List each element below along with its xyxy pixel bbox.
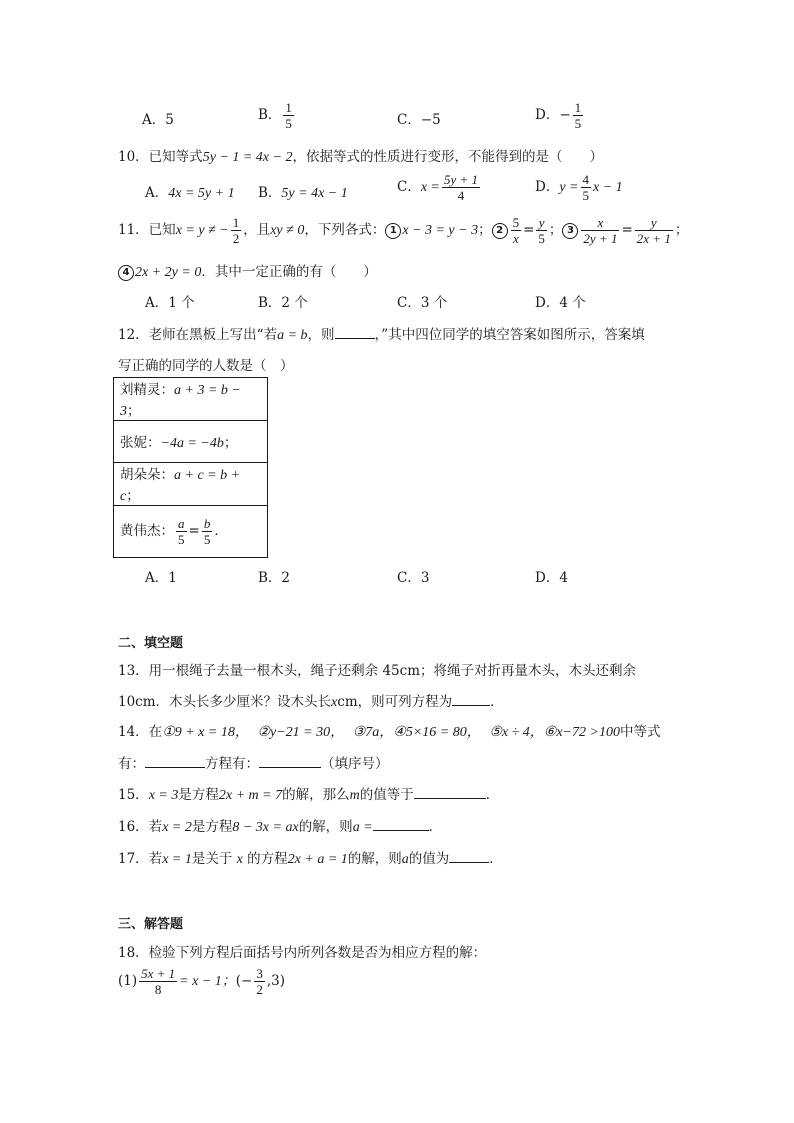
q10-option-d[interactable]: [535, 172, 623, 203]
q11-item2-num2: y: [536, 215, 547, 231]
q16: [118, 815, 442, 836]
q9-d-denominator: 5: [574, 116, 582, 131]
q10-d-lhs: y =: [559, 180, 579, 195]
q18-fraction: [139, 966, 177, 997]
q17-end: ．: [489, 851, 503, 867]
q17-t1: 是关于: [191, 851, 233, 867]
q9-d-numerator: 1: [574, 100, 582, 115]
q10-option-c[interactable]: [397, 172, 482, 203]
q17-t4: 的值为: [408, 851, 450, 867]
q18-numerator: 5x + 1: [141, 966, 176, 981]
section-3-heading: 三、解答题: [118, 917, 184, 932]
q12-row4-num2: b: [203, 516, 211, 531]
q12-row1-name: 刘精灵：: [120, 382, 174, 398]
q10-a-expr: 4x = 5y + 1: [168, 186, 235, 201]
q18-candidate-denominator: 2: [256, 982, 263, 997]
q18-candidate-numerator: 3: [256, 966, 263, 981]
q10-d-denominator: 5: [582, 188, 589, 203]
q12-line1-c: ，”其中四位同学的填空答案如图所示，答案填: [374, 327, 645, 343]
q14-item6: ⑥x−72 >100: [543, 725, 620, 740]
q14-equations-blank[interactable]: [145, 755, 205, 768]
q12-answer-cell-3: [114, 463, 268, 506]
q14-item3: ③7a，: [352, 725, 394, 740]
q12-line1-a: 12．老师在黑板上写出“若: [118, 327, 278, 343]
q14-item1: ①9 + x = 18，: [162, 725, 249, 740]
q10-option-b[interactable]: [258, 181, 348, 202]
q17-e1: x = 1: [162, 852, 192, 867]
q10-b-label: B．: [258, 185, 282, 201]
q10-c-fraction: [442, 172, 480, 203]
q12-row2-expr: −4a = −4b: [160, 436, 224, 451]
q15: [118, 783, 499, 804]
q16-e2: 8 − 3x = ax: [232, 820, 299, 835]
q18-denominator: 8: [154, 982, 162, 997]
q14-line2: [118, 752, 389, 772]
q11-mid: ，且: [243, 222, 271, 238]
q11-option-c[interactable]: C．3 个: [397, 295, 448, 311]
q15-prefix: 15．: [118, 787, 149, 803]
q9-b-numerator: 1: [285, 100, 292, 115]
q12-row2-name: 张妮：: [120, 435, 161, 451]
q10-c-denominator: 4: [457, 188, 465, 203]
q12-answer-row: [114, 378, 268, 421]
q11-option-d[interactable]: D．4 个: [535, 295, 586, 311]
q12-answer-cell-4: [114, 506, 268, 558]
q17-e3: 2x + a = 1: [287, 852, 348, 867]
q18-stem: 18．检验下列方程后面括号内所列各数是否为相应方程的解：: [118, 945, 487, 961]
q10-c-lhs: x =: [420, 180, 441, 195]
q11-item3-num2: y: [635, 215, 673, 231]
q12-option-d[interactable]: D．4: [535, 570, 568, 586]
q11-tail: ．其中一定正确的有（ ）: [201, 264, 377, 280]
q18-paren-open: (−: [235, 973, 253, 989]
q12-row1-expr: a + 3 = b − 3: [120, 383, 241, 419]
q16-prefix: 16．若: [118, 819, 163, 835]
q14-line2-c: （填序号）: [321, 756, 389, 772]
q11-item3-eq: =: [621, 222, 633, 238]
q10-equation: 5y − 1 = 4x − 2: [202, 150, 293, 165]
q18-part1: [118, 966, 285, 997]
q10-stem: [118, 145, 603, 166]
q12-line2: 写正确的同学的人数是（ ）: [118, 358, 294, 374]
q18-rest: = x − 1；: [179, 974, 236, 989]
q12-row4-end: ．: [214, 523, 228, 539]
q11-item2-fraction-left: [511, 215, 522, 246]
q12-option-c[interactable]: C．3: [397, 570, 430, 586]
q11-option-b[interactable]: B．2 个: [258, 295, 308, 311]
q12-answer-table: [113, 377, 268, 558]
q11-item3-fraction-left: [581, 215, 619, 246]
q10-b-expr: 5y = 4x − 1: [281, 186, 348, 201]
q12-row3-expr: a + c = b + c: [120, 468, 241, 504]
q15-answer-blank[interactable]: [414, 786, 486, 799]
q12-row1-end: ；: [127, 403, 141, 419]
q18-paren-close: ,3): [266, 973, 286, 989]
q17: [118, 847, 503, 868]
q17-prefix: 17．若: [118, 851, 163, 867]
q11-item2-fraction-right: [536, 215, 547, 246]
q11-item2-den1: x: [512, 231, 519, 246]
q12-row3-end: ；: [126, 488, 140, 504]
q11-item3-fraction-right: [635, 215, 673, 246]
q14-item4: ④5×16 = 80，: [393, 725, 481, 740]
q11-item3-circle-number: 3: [562, 223, 578, 239]
q12-answer-cell-2: [114, 421, 268, 463]
q9-option-a[interactable]: A．5: [142, 112, 174, 128]
q12-option-a[interactable]: A．1: [145, 570, 177, 586]
q11-sep2: ；: [548, 222, 563, 238]
q15-e3: m: [349, 788, 360, 803]
q10-c-numerator: 5y + 1: [444, 172, 479, 187]
q14-item5: ⑤x ÷ 4，: [489, 725, 544, 740]
q12-answer-cell-1: [114, 378, 268, 421]
q13-line1: 13．用一根绳子去量一根木头，绳子还剩余 45cm；将绳子对折再量木头，木头还剩余: [118, 663, 637, 679]
q9-option-d-label: D．−: [535, 107, 571, 123]
q9-option-c[interactable]: C．−5: [397, 112, 441, 128]
q11-item2-eq: =: [523, 222, 535, 238]
q14-suffix: 中等式: [619, 724, 661, 740]
q11-cond2: xy ≠ 0: [270, 223, 305, 238]
q16-e3: a =: [352, 820, 373, 835]
q17-answer-blank[interactable]: [449, 850, 489, 863]
q11-prefix: 11．已知: [118, 222, 176, 238]
q11-item3-den2: 2x + 1: [636, 231, 671, 246]
q9-option-b-fraction: [283, 100, 294, 131]
q11-line2: [118, 260, 377, 281]
q18-part1-label: (1): [118, 973, 138, 989]
q11-line1: [118, 215, 688, 246]
q14-line2-a: 有：: [118, 756, 145, 772]
q17-e4: a: [401, 852, 409, 867]
q15-t2: 的解，那么: [282, 787, 350, 803]
q15-end: ．: [485, 787, 500, 803]
q11-item4-expr: 2x + 2y = 0: [135, 265, 202, 280]
q14-prefix: 14．在: [118, 724, 163, 740]
q11-cond1-fraction: [231, 215, 242, 246]
q15-e1: x = 3: [148, 788, 179, 803]
q11-item3-den1: 2y + 1: [583, 231, 618, 246]
q14-line1: [118, 720, 660, 741]
q10-stem-prefix: 10．已知等式: [118, 149, 203, 165]
q14-eq-forms-blank[interactable]: [259, 755, 321, 768]
q13-line2: [118, 690, 504, 711]
q11-item3-num1: x: [581, 215, 619, 231]
q9-option-b[interactable]: [258, 100, 296, 131]
q10-stem-suffix: ，依据等式的性质进行变形，不能得到的是（ ）: [292, 149, 603, 165]
q12-row4-num1: a: [178, 516, 185, 531]
q11-item1-circle-number: 1: [385, 223, 401, 239]
q12-answer-row: [114, 421, 268, 463]
q11-item2-den2: 5: [538, 231, 545, 246]
q9-option-d[interactable]: [535, 100, 585, 131]
q12-option-b[interactable]: B．2: [258, 570, 291, 586]
q11-item2-circle-number: 2: [492, 223, 508, 239]
q11-mid2: ，下列各式：: [304, 222, 386, 238]
q12-answer-row: [114, 463, 268, 506]
q10-d-rest: x − 1: [593, 180, 623, 195]
q11-option-a[interactable]: A．1 个: [145, 295, 195, 311]
q13-answer-blank[interactable]: [452, 693, 490, 706]
q11-item2-num1: 5: [512, 215, 520, 230]
q13-line2-a: 10cm．木头长多少厘米？设木头长: [118, 694, 332, 710]
q13-line2-b: cm，则可列方程为: [337, 694, 453, 710]
section-2-heading: 二、填空题: [118, 636, 184, 651]
q14-item2: ②y−21 = 30，: [257, 725, 345, 740]
q12-row4-eq: =: [188, 523, 200, 539]
q10-d-label: D．: [535, 179, 560, 195]
q12-line1-b: ，则: [307, 327, 335, 343]
q17-t2: 的方程: [247, 851, 288, 867]
q9-b-denominator: 5: [285, 116, 292, 131]
q16-e1: x = 2: [162, 820, 192, 835]
q10-d-fraction: [581, 172, 592, 203]
q11-cond1-numerator: 1: [232, 215, 240, 230]
q16-end: ．: [428, 819, 443, 835]
q10-option-a[interactable]: [145, 181, 235, 202]
q16-t1: 是方程: [191, 819, 233, 835]
q12-blank[interactable]: [335, 326, 375, 339]
q12-cond: a = b: [277, 328, 308, 343]
q12-answer-row: [114, 506, 268, 558]
q16-answer-blank[interactable]: [373, 818, 429, 831]
q12-row4-den2: 5: [203, 532, 211, 547]
q11-cond1-denominator: 2: [232, 231, 240, 246]
q11-item1-expr: x − 3 = y − 3: [402, 223, 479, 238]
q11-item4-circle-number: 4: [118, 265, 134, 281]
q13-end: ．: [490, 694, 504, 710]
q11-cond1: x = y ≠ −: [175, 223, 229, 238]
q13-var: x: [331, 695, 338, 710]
q15-t3: 的值等于: [359, 787, 414, 803]
q12-row4-name: 黄伟杰：: [120, 523, 174, 539]
q10-a-label: A．: [145, 185, 169, 201]
q12-row4-den1: 5: [178, 532, 185, 547]
q18-candidate-fraction: [254, 966, 265, 997]
q12-row4-fraction-right: [202, 516, 213, 547]
q12-row4-fraction-left: [176, 516, 187, 547]
q10-c-label: C．: [397, 179, 421, 195]
q14-line2-b: 方程有：: [205, 756, 259, 772]
q11-sep3: ；: [674, 222, 689, 238]
q16-t2: 的解，则: [298, 819, 353, 835]
q12-row3-name: 胡朵朵：: [120, 467, 174, 483]
q15-e2: 2x + m = 7: [218, 788, 283, 803]
q15-t1: 是方程: [178, 787, 219, 803]
q11-sep1: ；: [478, 222, 492, 238]
q12-line1: [118, 323, 645, 344]
q9-option-d-fraction: [573, 100, 584, 131]
q10-d-numerator: 4: [582, 172, 589, 187]
q12-row2-end: ；: [223, 435, 238, 451]
q17-e2: x: [236, 852, 243, 867]
q9-option-b-label: B．: [258, 107, 282, 123]
q17-t3: 的解，则: [347, 851, 402, 867]
